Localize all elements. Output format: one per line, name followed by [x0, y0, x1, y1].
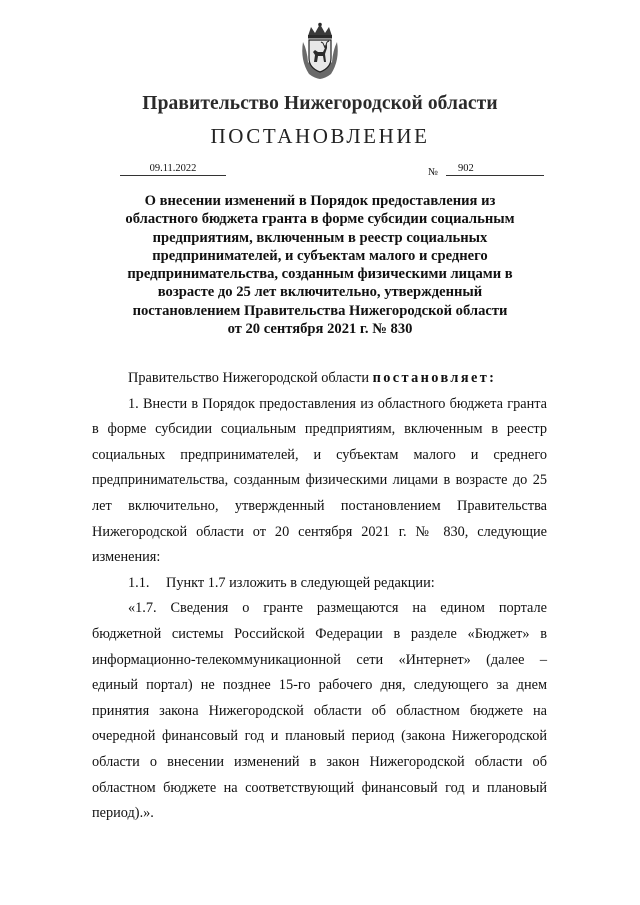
subparagraph-number: 1.1. — [128, 574, 150, 591]
paragraph-1: 1. Внести в Порядок предоставления из областного бюджета гранта в форме субсидии социальным предприятиям, включенным в реестр социальных предпринимателей, и субъектам малого и среднего предпринимательства, созданным физическими лицами в возрасте до 25 лет включительно, утвержденный постановлением Правительства Нижегородской области от 20 сентября 2021 г. № 830, следующие изменения: — [92, 395, 547, 566]
title-line: предприятиям, включенным в реестр социальных — [152, 229, 488, 246]
quoted-clause: «1.7. Сведения о гранте размещаются на едином портале бюджетной системы Российской Федерации в разделе «Бюджет» в информационно-телекоммуникационной сети «Интернет» (далее – единый портал) не позднее 15-го рабочего дня, следующего за днем принятия закона Нижегородской области об областном бюджете на очередной финансовый год и плановый период (закона Нижегородской области о внесении изменений в закон Нижегородской области об областном бюджете на соответствующий финансовый год и плановый период).». — [92, 600, 547, 822]
document-date: 09.11.2022 — [120, 162, 226, 176]
title-line: предпринимательства, созданным физическими лицами в — [127, 266, 513, 283]
preamble-text: Правительство Нижегородской области — [128, 370, 373, 386]
coat-of-arms-emblem-icon — [299, 22, 341, 80]
decree-word: постановляет: — [372, 370, 497, 386]
document-number: 902 — [446, 162, 544, 176]
preamble-paragraph — [92, 366, 547, 392]
document-number-label: № — [428, 167, 439, 178]
document-title — [110, 192, 530, 338]
subparagraph-text: Пункт 1.7 изложить в следующей редакции: — [166, 574, 435, 591]
title-line: постановлением Правительства Нижегородской области — [132, 302, 508, 319]
title-line: О внесении изменений в Порядок предоставления из — [144, 193, 496, 209]
title-line: предпринимателей, и субъектам малого и среднего — [152, 247, 488, 264]
document-body — [92, 366, 547, 827]
government-name: Правительство Нижегородской области — [142, 93, 498, 114]
document-type: ПОСТАНОВЛЕНИЕ — [210, 124, 430, 148]
subparagraph-1-1 — [92, 571, 547, 597]
title-line: возрасте до 25 лет включительно, утвержденный — [157, 284, 483, 301]
title-line: от 20 сентября 2021 г. № 830 — [227, 321, 413, 338]
title-line: областного бюджета гранта в форме субсидии социальным — [125, 211, 515, 228]
